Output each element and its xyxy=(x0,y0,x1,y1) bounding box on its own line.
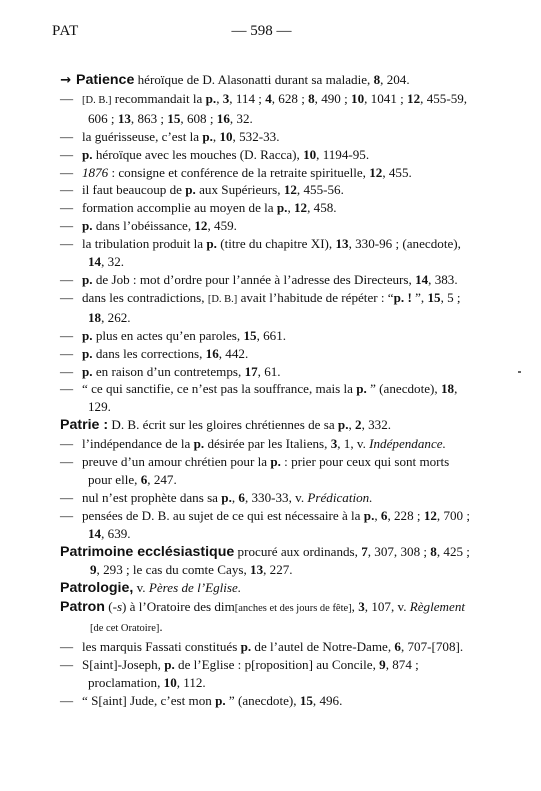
entry-headword: Patrie : xyxy=(60,417,109,434)
entry-headword: Patrimoine ecclésiastique xyxy=(60,543,235,560)
arrow-right-icon: → xyxy=(60,73,71,88)
entry-text: dans les contradictions, [D. B.] avait l’habitude de répéter : “p. ! ”, 15, 5 ; 18, 262. xyxy=(82,289,461,325)
entry-text: 1876 : consigne et conférence de la retraite spirituelle, 12, 455. xyxy=(82,164,412,180)
entry-text: la guérisseuse, c’est la p., 10, 532-33. xyxy=(82,128,280,144)
entry-text: p. dans l’obéissance, 12, 459. xyxy=(82,218,237,234)
running-head: PAT xyxy=(52,23,79,39)
entry-text: (-s) à l’Oratoire des dim[anches et des jours de fête], 3, 107, v. Règlement [de cet Oratoire]. xyxy=(90,599,466,635)
dash-marker: — xyxy=(60,128,74,144)
entry-text: [D. B.] recommandait la p., 3, 114 ; 4, 628 ; 8, 490 ; 10, 1041 ; 12, 455-59, 606 ; 13, 863 ; 15, 608 ; 16, 32. xyxy=(82,90,468,126)
entry-text: la tribulation produit la p. (titre du chapitre XI), 13, 330-96 ; (anecdote), 14, 32. xyxy=(82,236,461,270)
dash-marker: — xyxy=(60,164,74,180)
index-subentry xyxy=(60,507,470,543)
entry-text: l’indépendance de la p. désirée par les Italiens, 3, 1, v. Indépendance. xyxy=(82,436,446,452)
entry-text: D. B. écrit sur les gloires chrétiennes de sa p., 2, 332. xyxy=(108,417,392,433)
scan-speck xyxy=(518,371,521,373)
index-entry-heading xyxy=(60,71,470,90)
index-subentry xyxy=(60,289,470,327)
index-subentry xyxy=(60,217,470,235)
entry-text: p. en raison d’un contretemps, 17, 61. xyxy=(82,363,281,379)
dash-marker: — xyxy=(60,146,74,162)
entry-text: nul n’est prophète dans sa p., 6, 330-33, v. Prédication. xyxy=(82,489,373,505)
entry-text: “ ce qui sanctifie, ce n’est pas la souffrance, mais la p. ” (anecdote), 18, 129. xyxy=(82,381,458,415)
index-subentry xyxy=(60,453,470,489)
entry-text: les marquis Fassati constitués p. de l’autel de Notre-Dame, 6, 707-[708]. xyxy=(82,639,464,655)
index-subentry xyxy=(60,146,470,164)
dash-marker: — xyxy=(60,182,74,198)
dash-marker: — xyxy=(60,381,74,397)
entry-text: il faut beaucoup de p. aux Supérieurs, 12, 455-56. xyxy=(82,182,344,198)
index-subentry xyxy=(60,363,470,381)
page-number: — 598 — xyxy=(231,23,292,39)
index-entry-heading xyxy=(60,416,470,435)
index-entry-heading xyxy=(60,598,470,638)
dash-marker: — xyxy=(60,289,74,305)
entry-text: héroïque de D. Alasonatti durant sa maladie, 8, 204. xyxy=(134,72,410,87)
entry-text: v. Pères de l’Eglise. xyxy=(133,580,242,596)
entry-text: p. plus en actes qu’en paroles, 15, 661. xyxy=(82,327,287,343)
dash-marker: — xyxy=(60,236,74,252)
dash-marker: — xyxy=(60,345,74,361)
index-subentry xyxy=(60,692,470,710)
dash-marker: — xyxy=(60,218,74,234)
index-subentry xyxy=(60,435,470,453)
index-subentry xyxy=(60,128,470,146)
index-subentry xyxy=(60,164,470,182)
page-header xyxy=(52,23,471,41)
index-entries xyxy=(60,71,470,710)
index-subentry xyxy=(60,345,470,363)
entry-headword: Patrologie, xyxy=(60,580,134,597)
index-subentry xyxy=(60,656,470,692)
dash-marker: — xyxy=(60,657,74,672)
dash-marker: — xyxy=(60,327,74,343)
index-subentry xyxy=(60,327,470,345)
entry-headword: Patience xyxy=(75,72,135,88)
dash-marker: — xyxy=(60,489,74,505)
index-subentry xyxy=(60,380,470,416)
dash-marker: — xyxy=(60,436,74,452)
index-subentry xyxy=(60,235,470,271)
entry-text: procuré aux ordinands, 7, 307, 308 ; 8, 425 ; 9, 293 ; le cas du comte Cays, 13, 227. xyxy=(90,543,470,578)
dash-marker: — xyxy=(60,507,74,523)
index-subentry xyxy=(60,638,470,656)
dash-marker: — xyxy=(60,639,74,655)
entry-text: formation accomplie au moyen de la p., 12, 458. xyxy=(82,200,337,216)
index-subentry xyxy=(60,271,470,289)
dash-marker: — xyxy=(60,200,74,216)
entry-text: “ S[aint] Jude, c’est mon p. ” (anecdote), 15, 496. xyxy=(82,692,343,708)
index-subentry xyxy=(60,181,470,199)
index-subentry xyxy=(60,489,470,507)
dash-marker: — xyxy=(60,271,74,287)
entry-text: S[aint]-Joseph, p. de l’Eglise : p[roposition] au Concile, 9, 874 ; proclamation, 10, 112. xyxy=(82,657,419,690)
entry-text: preuve d’un amour chrétien pour la p. : prier pour ceux qui sont morts pour elle, 6, 247. xyxy=(82,454,450,487)
dash-marker: — xyxy=(60,454,74,470)
index-entry-heading xyxy=(60,543,470,580)
entry-text: pensées de D. B. au sujet de ce qui est nécessaire à la p., 6, 228 ; 12, 700 ; 14, 639. xyxy=(82,507,471,541)
dash-marker: — xyxy=(60,90,74,106)
entry-text: p. dans les corrections, 16, 442. xyxy=(82,345,249,361)
dash-marker: — xyxy=(60,363,74,379)
entry-text: p. héroïque avec les mouches (D. Racca), 10, 1194-95. xyxy=(82,146,370,162)
index-entry-heading xyxy=(60,579,470,598)
dash-marker: — xyxy=(60,692,74,708)
index-subentry xyxy=(60,90,470,128)
entry-headword: Patron xyxy=(60,599,105,616)
index-subentry xyxy=(60,199,470,217)
entry-text: p. de Job : mot d’ordre pour l’année à l’adresse des Directeurs, 14, 383. xyxy=(82,271,458,287)
